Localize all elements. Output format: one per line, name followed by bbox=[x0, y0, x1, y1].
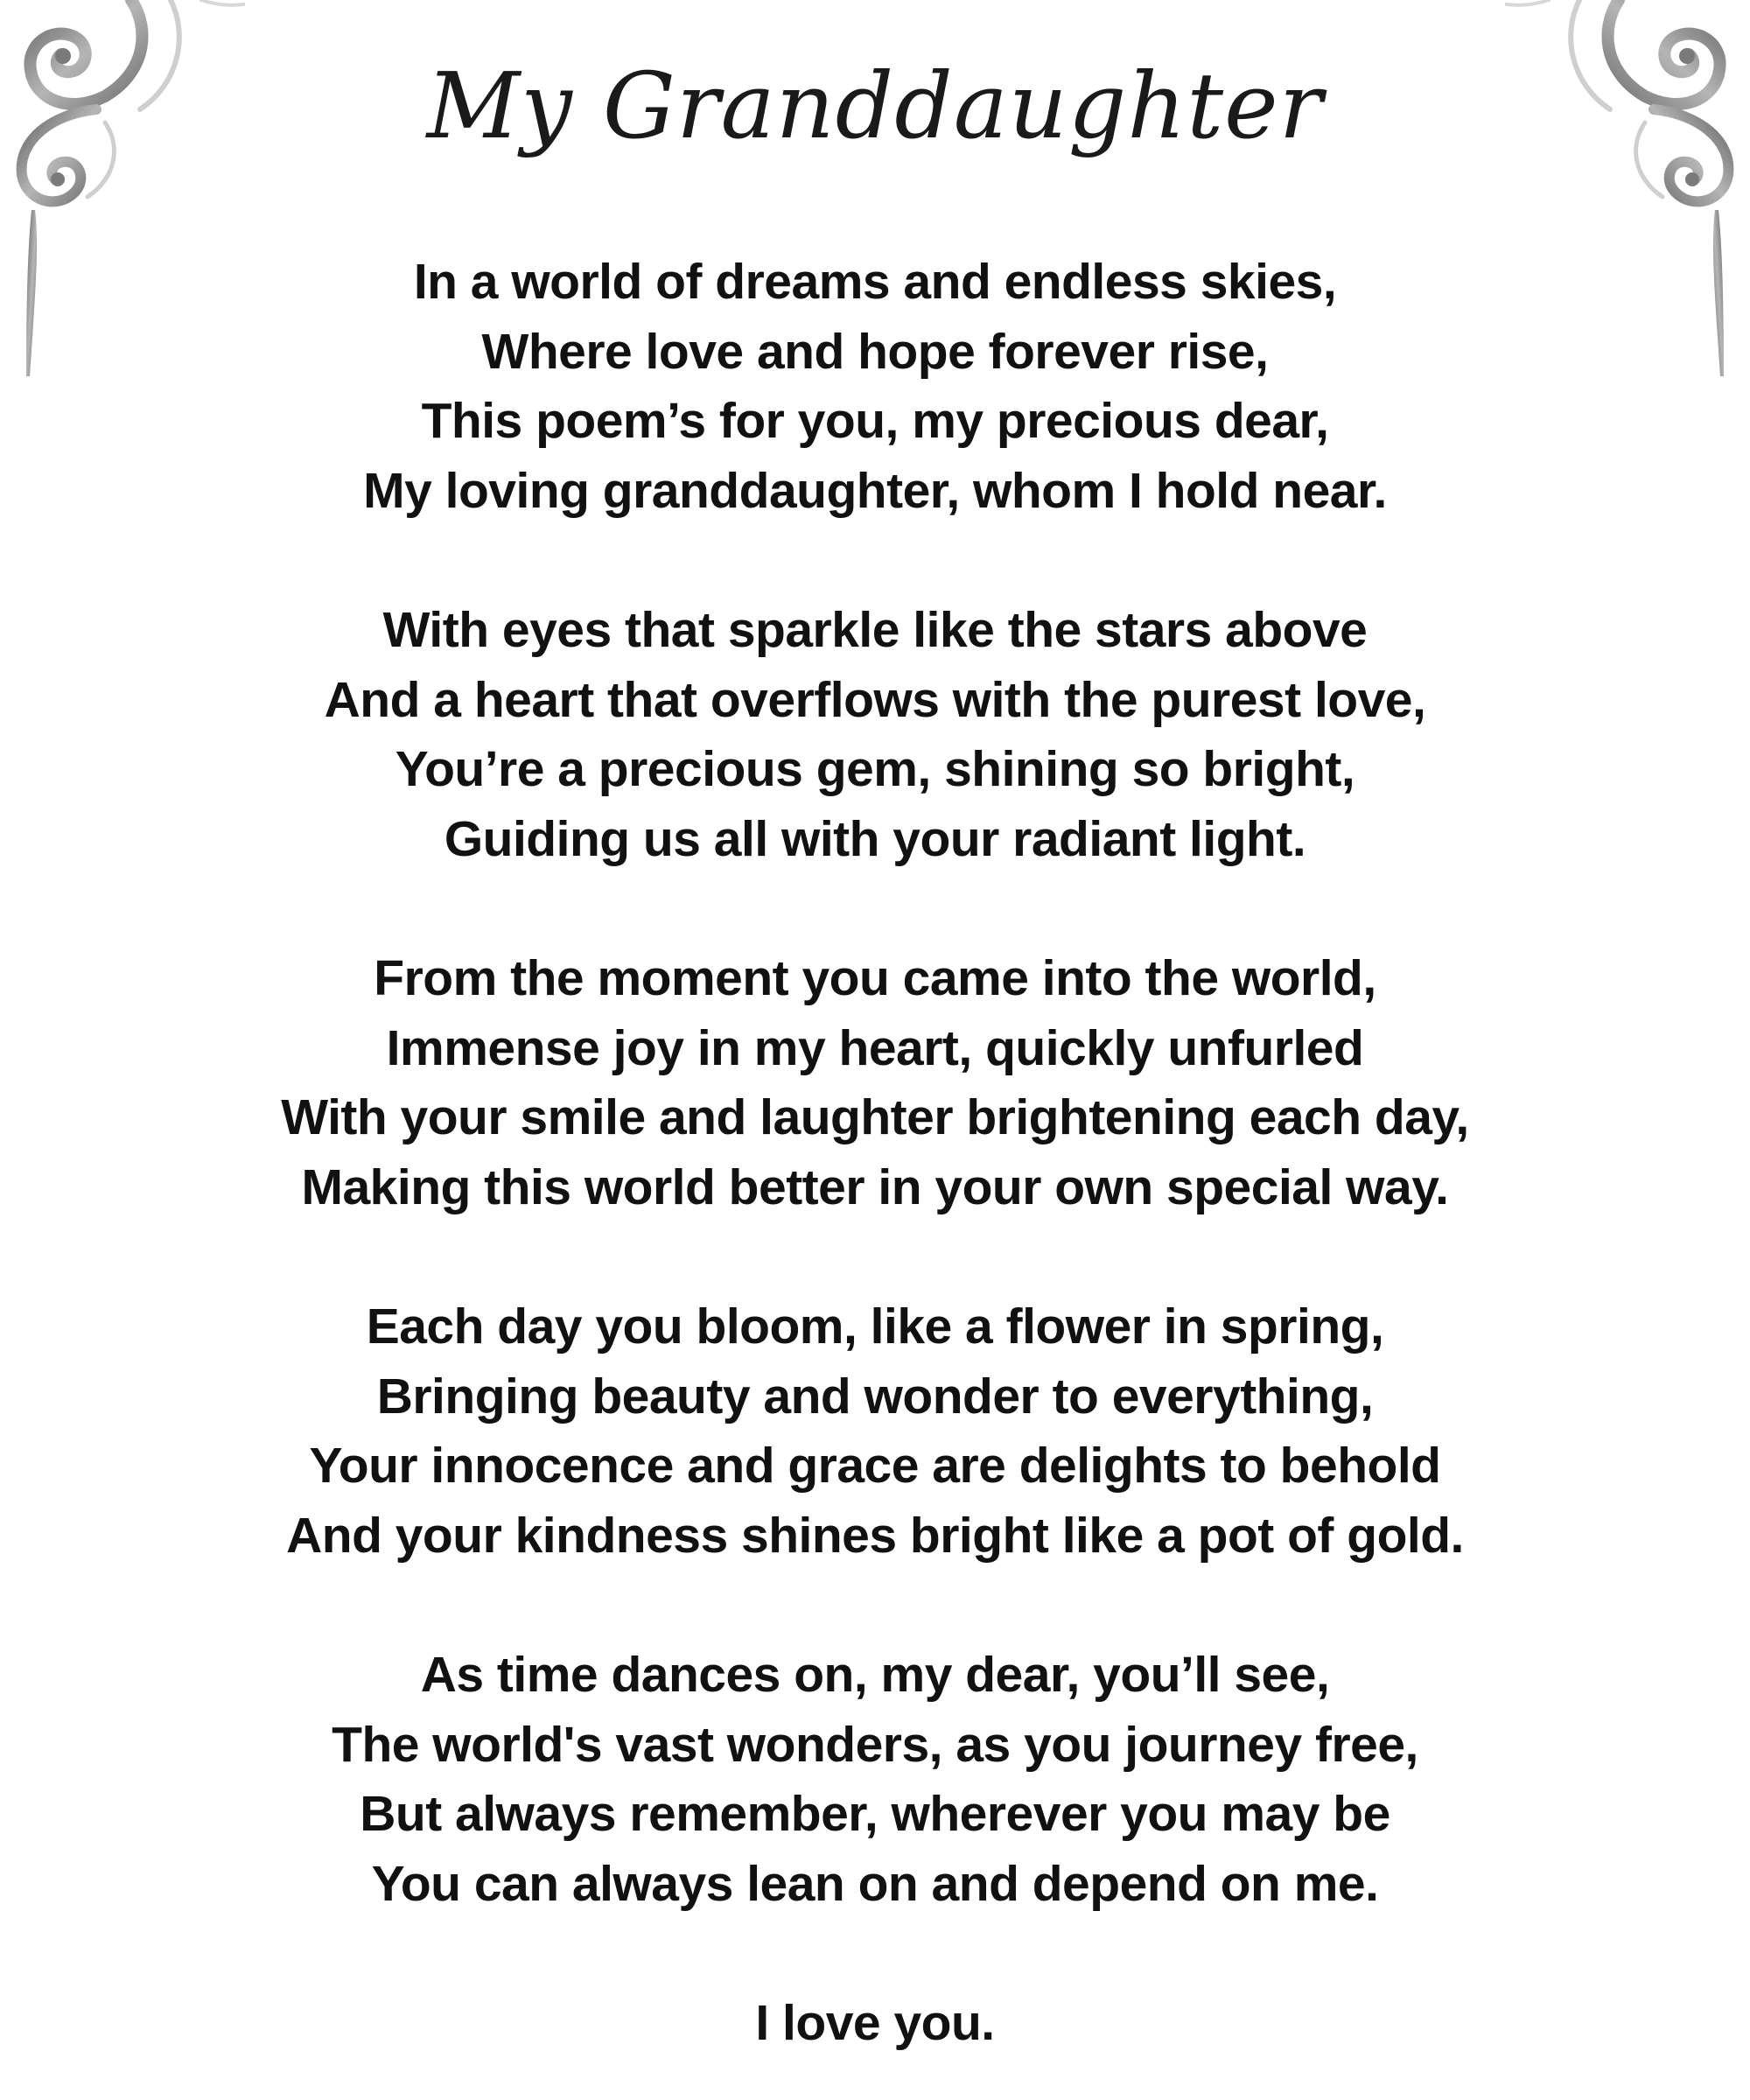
poem-line: With your smile and laughter brightening each day, bbox=[281, 1089, 1469, 1145]
poem-line: My loving granddaughter, whom I hold near. bbox=[363, 462, 1387, 519]
stanza-1 bbox=[175, 248, 1575, 526]
closing-line: I love you. bbox=[755, 1995, 995, 2051]
page-title: My Granddaughter bbox=[426, 52, 1324, 159]
poem-line: And a heart that overflows with the purest love, bbox=[324, 671, 1426, 728]
stanza-4 bbox=[175, 1292, 1575, 1571]
poem-line: Making this world better in your own special way. bbox=[301, 1158, 1449, 1215]
stanza-3 bbox=[175, 944, 1575, 1222]
poem-line: The world's vast wonders, as you journey free, bbox=[332, 1716, 1418, 1773]
poem-line: As time dances on, my dear, you’ll see, bbox=[420, 1647, 1330, 1703]
stanza-5 bbox=[175, 1641, 1575, 1919]
poem-line: Immense joy in my heart, quickly unfurled bbox=[386, 1019, 1364, 1076]
poem-body bbox=[175, 248, 1575, 2059]
poem-line: From the moment you came into the world, bbox=[374, 950, 1376, 1006]
poem-line: Where love and hope forever rise, bbox=[481, 323, 1269, 380]
stanza-2 bbox=[175, 596, 1575, 874]
poem-line: But always remember, wherever you may be bbox=[360, 1786, 1390, 1842]
poem-line: With eyes that sparkle like the stars above bbox=[382, 602, 1368, 658]
poem-line: Bringing beauty and wonder to everything, bbox=[376, 1368, 1374, 1424]
poem-line: You can always lean on and depend on me. bbox=[371, 1855, 1379, 1912]
poem-line: In a world of dreams and endless skies, bbox=[413, 254, 1337, 310]
poem-line: Each day you bloom, like a flower in spring, bbox=[366, 1298, 1384, 1354]
poem-line: And your kindness shines bright like a pot of gold. bbox=[286, 1507, 1464, 1564]
poem-line: Your innocence and grace are delights to behold bbox=[309, 1438, 1441, 1494]
poem-line: Guiding us all with your radiant light. bbox=[444, 810, 1306, 867]
poem-line: This poem’s for you, my precious dear, bbox=[421, 393, 1329, 449]
poem-line: You’re a precious gem, shining so bright, bbox=[395, 741, 1355, 797]
